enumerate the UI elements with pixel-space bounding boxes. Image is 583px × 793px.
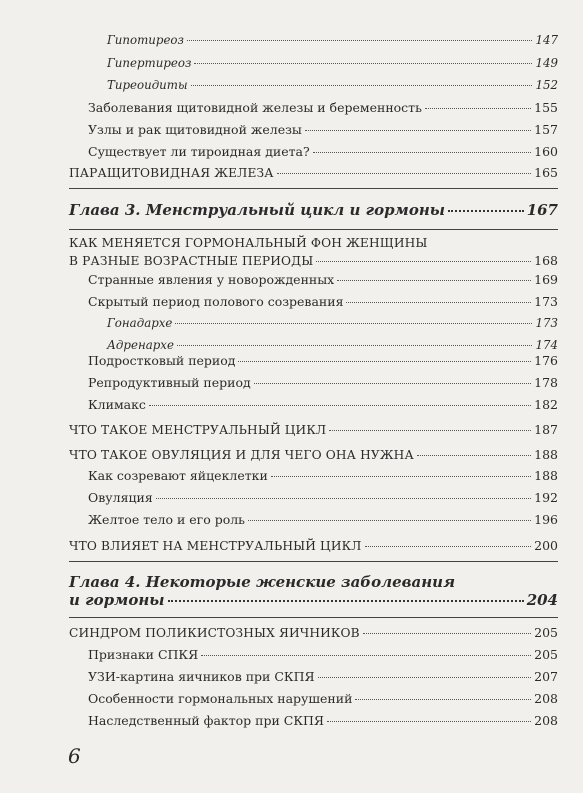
toc-entry-page: 157 (534, 122, 558, 137)
toc-entry-page: 155 (534, 100, 558, 115)
toc-entry-page: 178 (534, 375, 558, 390)
toc-entry-title: УЗИ-картина яичников при СКПЯ (88, 669, 315, 684)
toc-chapter (69, 592, 558, 609)
leader-dots (327, 721, 531, 722)
chapter-divider (69, 229, 558, 230)
leader-dots (201, 655, 531, 656)
toc-entry (107, 55, 558, 72)
toc-entry-title: Особенности гормональных нарушений (88, 691, 353, 706)
leader-dots (187, 40, 533, 41)
toc-entry-page: 182 (534, 397, 558, 412)
toc-entry (88, 143, 558, 160)
leader-dots (254, 383, 531, 384)
chapter-divider (69, 617, 558, 618)
toc-entry-title: Гипотиреоз (107, 33, 184, 47)
toc-section-title: ЧТО ВЛИЯЕТ НА МЕНСТРУАЛЬНЫЙ ЦИКЛ (69, 539, 362, 553)
toc-entry-title: Климакс (88, 397, 146, 412)
toc-entry-title: Желтое тело и его роль (88, 512, 245, 527)
toc-section (69, 164, 558, 182)
toc-section-title: ЧТО ТАКОЕ МЕНСТРУАЛЬНЫЙ ЦИКЛ (69, 423, 327, 437)
leader-dots (365, 546, 532, 547)
leader-dots (318, 677, 532, 678)
toc-entry-page: 169 (534, 272, 558, 287)
toc-entry-page: 208 (534, 713, 558, 728)
toc-entry-title: Гонадархе (107, 316, 173, 330)
toc-chapter-page: 204 (526, 591, 558, 609)
leader-dots (329, 430, 531, 431)
leader-dots (346, 302, 531, 303)
toc-entry-title: Репродуктивный период (88, 375, 251, 390)
toc-section-title-line1: КАК МЕНЯЕТСЯ ГОРМОНАЛЬНЫЙ ФОН ЖЕНЩИНЫ (69, 236, 428, 250)
toc-chapter-title-line1: Глава 4. Некоторые женские заболевания (69, 573, 456, 591)
toc-section-page: 168 (534, 253, 558, 268)
toc-section-page: 205 (534, 625, 558, 640)
toc-entry (107, 77, 558, 94)
toc-entry-title: Тиреоидиты (107, 78, 188, 92)
toc-entry-page: 174 (535, 338, 558, 352)
toc-entry-page: 207 (534, 669, 558, 684)
leader-dots (425, 108, 531, 109)
toc-section-title: СИНДРОМ ПОЛИКИСТОЗНЫХ ЯИЧНИКОВ (69, 626, 360, 640)
leader-dots (316, 261, 531, 262)
leader-dots (248, 520, 531, 521)
leader-dots (156, 498, 531, 499)
toc-entry (88, 352, 558, 369)
toc-entry (88, 646, 558, 663)
toc-entry (88, 489, 558, 506)
toc-entry-page: 160 (534, 144, 558, 159)
toc-entry (88, 668, 558, 685)
toc-section (69, 624, 558, 642)
leader-dots (177, 345, 533, 346)
leader-dots (417, 455, 531, 456)
toc-entry (88, 121, 558, 138)
toc-chapter-page: 167 (526, 201, 558, 219)
toc-entry-title: Существует ли тироидная диета? (88, 144, 310, 159)
toc-entry (88, 690, 558, 707)
toc-entry-title: Овуляция (88, 490, 153, 505)
toc-section-page: 188 (534, 447, 558, 462)
page-number: 6 (68, 744, 81, 768)
toc-entry-title: Скрытый период полового созревания (88, 294, 344, 309)
chapter-divider (69, 188, 558, 189)
toc-entry (88, 99, 558, 116)
toc-entry-page: 208 (534, 691, 558, 706)
toc-entry-title: Адренархе (107, 338, 174, 352)
chapter-divider (69, 561, 558, 562)
toc-entry-title: Странные явления у новорожденных (88, 272, 335, 287)
toc-entry (88, 396, 558, 413)
leader-dots (355, 699, 531, 700)
toc-chapter-title: Глава 3. Менструальный цикл и гормоны (69, 201, 446, 219)
toc-entry-page: 149 (535, 56, 558, 70)
toc-section (69, 421, 558, 439)
toc-entry-page: 188 (534, 468, 558, 483)
toc-entry-title: Узлы и рак щитовидной железы (88, 122, 302, 137)
toc-entry-page: 192 (534, 490, 558, 505)
toc-entry-title: Признаки СПКЯ (88, 647, 199, 662)
leader-dots (271, 476, 531, 477)
toc-entry-title: Гипертиреоз (107, 56, 192, 70)
toc-entry-page: 196 (534, 512, 558, 527)
toc-section-page: 200 (534, 538, 558, 553)
toc-entry (88, 511, 558, 528)
leader-dots (191, 85, 533, 86)
toc-entry (107, 32, 558, 49)
toc-entry (107, 315, 558, 332)
toc-entry (88, 271, 558, 288)
leader-dots (363, 633, 531, 634)
toc-entry-title: Как созревают яйцеклетки (88, 468, 268, 483)
toc-entry (88, 374, 558, 391)
leader-dots (194, 63, 532, 64)
toc-entry-page: 176 (534, 353, 558, 368)
toc-section-title: ЧТО ТАКОЕ ОВУЛЯЦИЯ И ДЛЯ ЧЕГО ОНА НУЖНА (69, 448, 414, 462)
toc-section-title: В РАЗНЫЕ ВОЗРАСТНЫЕ ПЕРИОДЫ (69, 254, 314, 268)
toc-section (69, 446, 558, 464)
toc-entry (88, 293, 558, 310)
leader-dots (149, 405, 531, 406)
leader-dots (337, 280, 531, 281)
leader-dots (175, 323, 532, 324)
leader-dots (305, 130, 531, 131)
toc-entry-title: Наследственный фактор при СКПЯ (88, 713, 324, 728)
toc-entry-page: 152 (535, 78, 558, 92)
toc-entry-page: 147 (535, 33, 558, 47)
toc-section (69, 537, 558, 555)
toc-entry (88, 467, 558, 484)
toc-chapter-title: и гормоны (69, 591, 165, 609)
toc-section-page: 187 (534, 422, 558, 437)
leader-dots (168, 600, 524, 602)
toc-chapter (69, 202, 558, 219)
toc-section-page: 165 (534, 165, 558, 180)
leader-dots (277, 173, 531, 174)
toc-entry-page: 205 (534, 647, 558, 662)
toc-entry-title: Подростковый период (88, 353, 236, 368)
toc-entry-page: 173 (534, 294, 558, 309)
leader-dots (448, 210, 524, 212)
leader-dots (313, 152, 531, 153)
toc-entry-title: Заболевания щитовидной железы и беременность (88, 100, 422, 115)
toc-section (69, 252, 558, 270)
toc-entry-page: 173 (535, 316, 558, 330)
toc-section-title: ПАРАЩИТОВИДНАЯ ЖЕЛЕЗА (69, 166, 274, 180)
leader-dots (238, 361, 531, 362)
toc-entry (88, 712, 558, 729)
